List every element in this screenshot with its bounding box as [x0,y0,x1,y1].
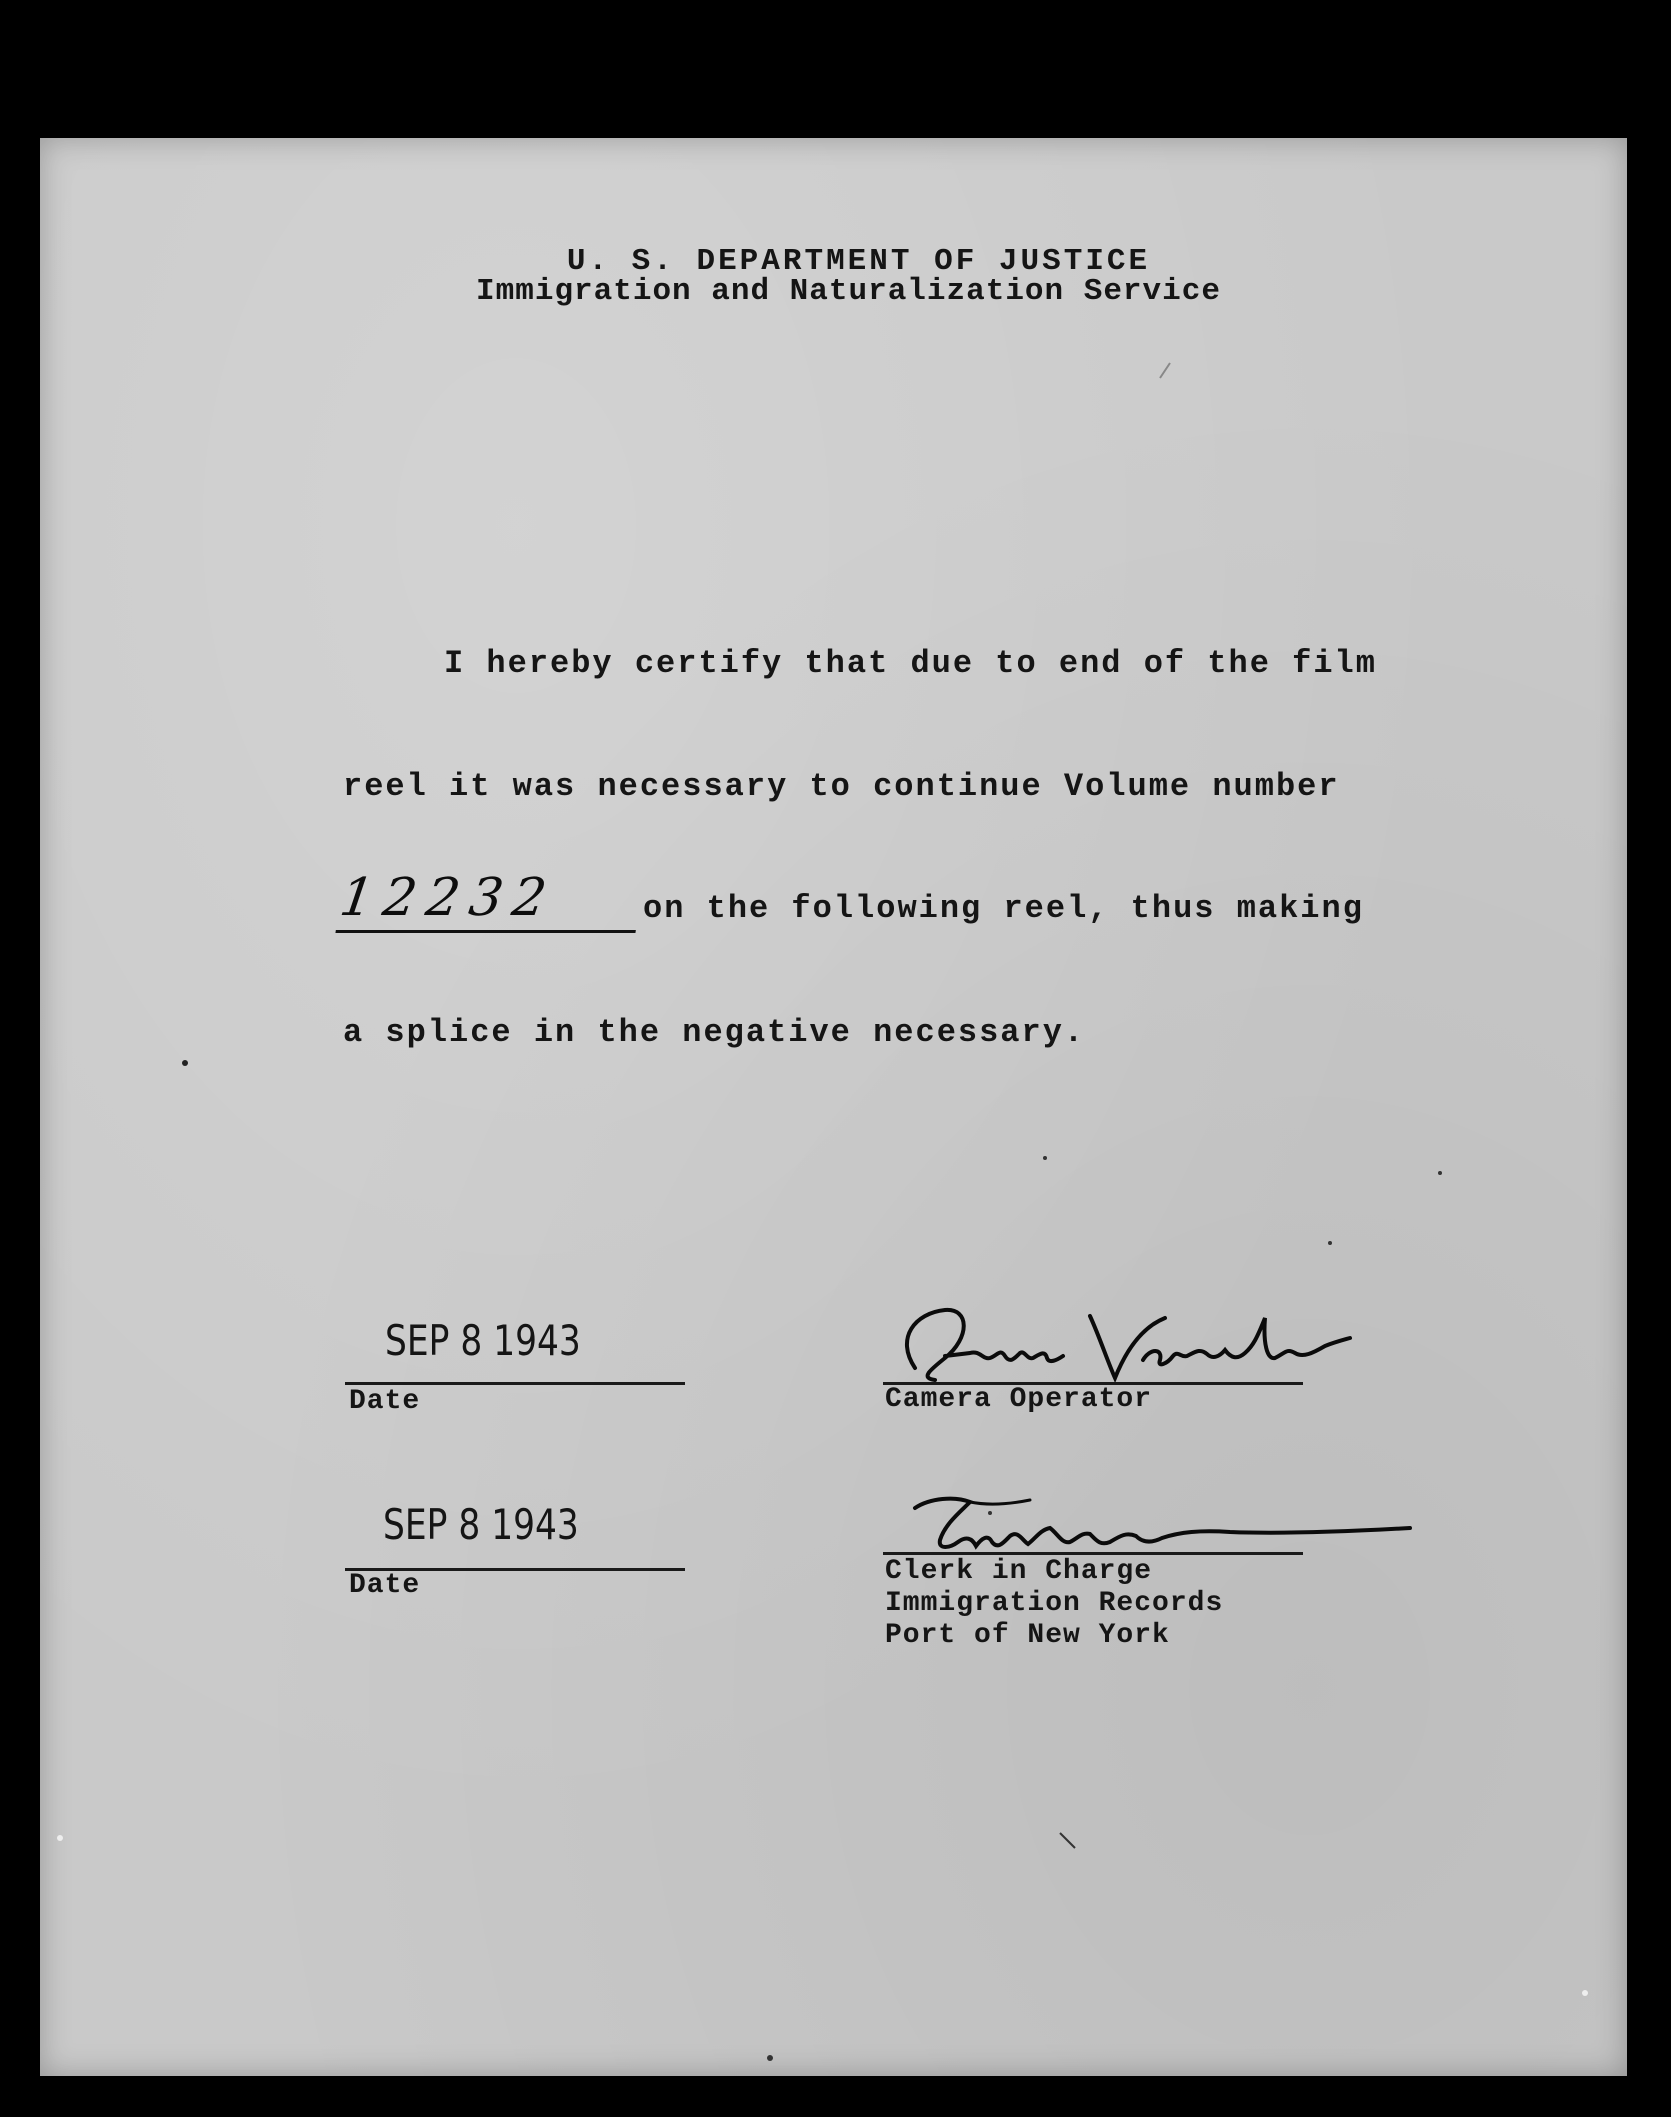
certify-line-4: a splice in the negative necessary. [343,1014,1086,1051]
clerk-line-3: Port of New York [885,1620,1170,1651]
date-label-2: Date [349,1570,421,1601]
speck [1328,1241,1332,1245]
scratch [1060,1833,1075,1848]
document-paper [40,138,1627,2076]
speck [1438,1171,1442,1175]
clerk-line-1: Clerk in Charge [885,1556,1153,1587]
speck [1043,1156,1047,1160]
header-department: U. S. DEPARTMENT OF JUSTICE [566,244,1151,279]
certify-line-2: reel it was necessary to continue Volume number [343,768,1340,805]
speck [57,1835,63,1841]
scratch [1160,363,1170,378]
date-stamp-1: SEP 8 1943 [385,1316,581,1365]
date-label-1: Date [349,1386,421,1417]
certify-line-1: I hereby certify that due to end of the film [444,645,1377,682]
speck [767,2055,773,2061]
volume-number-handwritten: 12232 [335,868,644,933]
header-service: Immigration and Naturalization Service [476,274,1221,309]
speck [988,1511,992,1515]
speck [1582,1990,1588,1996]
certify-line-3: on the following reel, thus making [643,890,1364,927]
clerk-line-2: Immigration Records [885,1588,1224,1619]
date-stamp-2: SEP 8 1943 [383,1500,579,1549]
paper-specks [40,138,1627,2076]
speck [182,1060,188,1066]
camera-operator-label: Camera Operator [885,1384,1153,1415]
